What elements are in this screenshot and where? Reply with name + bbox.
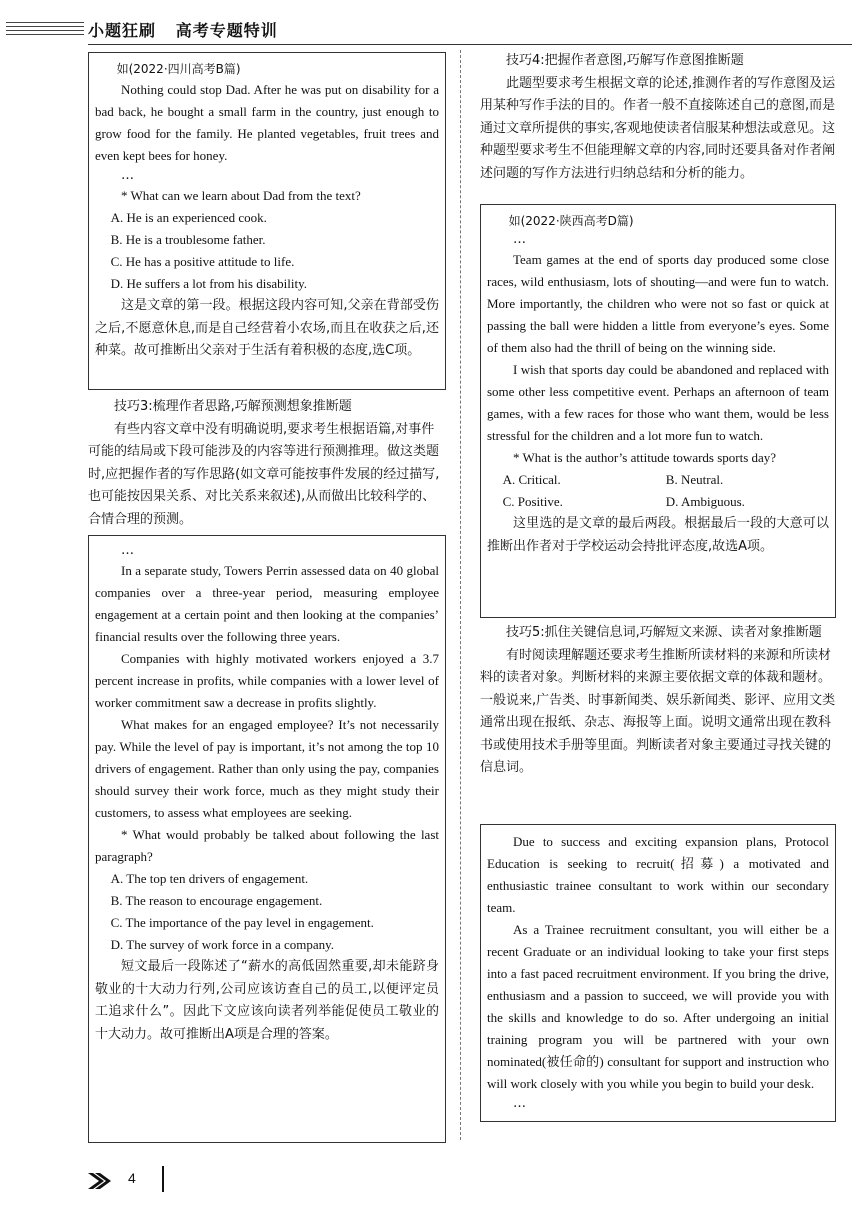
question: * What is the author’s attitude towards sports day? — [513, 450, 777, 465]
passage-paragraph-1: In a separate study, Towers Perrin assessed data on 40 global companies over a three-year period, measuring employee engagement at a certain point and then looking at the companies’ financial results over the following three years. — [95, 563, 439, 644]
options-row-1 — [487, 469, 829, 491]
option-d: D. The survey of work force in a company. — [110, 937, 335, 952]
tip-3-section — [88, 396, 446, 531]
question: * What can we learn about Dad from the text? — [121, 188, 361, 203]
option-b: B. He is a troublesome father. — [110, 232, 266, 247]
passage-paragraph-2: I wish that sports day could be abandoned and replaced with some other less competitive event. Perhaps an afternoon of team games, with a few races for those who want them, would be less stressful for the children and a lot more fun to watch. — [487, 362, 829, 443]
tip-5-section — [480, 622, 836, 780]
tip-3-title: 技巧3:梳理作者思路,巧解预测想象推断题 — [114, 399, 352, 414]
option-a: A. The top ten drivers of engagement. — [110, 871, 309, 886]
option-c: C. He has a positive attitude to life. — [110, 254, 295, 269]
passage-paragraph-1: Team games at the end of sports day produced some close races, wild enthusiasm, lots of shouting—and were fun to watch. More importantly, the children who were not so fast or quick at passing the ball were hidden a little from everyone’s eyes. Some of them also had the thrill of being on the winning side. — [487, 252, 829, 355]
passage-paragraph-2: Companies with highly motivated workers enjoyed a 3.7 percent increase in profits, while companies with a lower level of worker commitment saw a decrease in profits slightly. — [95, 651, 439, 710]
ellipsis: … — [513, 232, 526, 247]
example-box-recruitment — [480, 824, 836, 1122]
example-box-sichuan — [88, 52, 446, 390]
header-decoration-lines — [6, 22, 84, 38]
chevron-right-icon — [86, 1172, 112, 1190]
option-a: A. Critical. — [502, 472, 561, 487]
passage-paragraph: Nothing could stop Dad. After he was put on disability for a bad back, he bought a small farm in the country, just enough to grow food for the family. He planted vegetables, fruit trees and even kept bees for honey. — [95, 82, 439, 163]
options-row-2 — [487, 491, 829, 513]
option-c: C. Positive. — [502, 494, 563, 509]
example-box-engagement — [88, 535, 446, 1143]
question: * What would probably be talked about following the last paragraph? — [95, 827, 439, 864]
analysis-text: 这里选的是文章的最后两段。根据最后一段的大意可以推断出作者对于学校运动会持批评态度,故选A项。 — [487, 516, 829, 554]
page-number: 4 — [128, 1170, 136, 1186]
passage-paragraph-3: What makes for an engaged employee? It’s not necessarily pay. While the level of pay is important, it’s not among the top 10 drivers of engagement. Rather than only using the pay, companies should survey their work force, much as they might study their customers, to assess what employees are seeking. — [95, 717, 439, 820]
tip-3-body: 有些内容文章中没有明确说明,要求考生根据语篇,对事件可能的结局或下段可能涉及的内容等进行预测推理。做这类题时,应把握作者的写作思路(如文章可能按事件发展的经过描写,也可能按因果关系、对比关系来叙述),从而做出比较科学的、合情合理的预测。 — [88, 421, 440, 527]
ellipsis: … — [121, 543, 134, 558]
analysis-text: 短文最后一段陈述了“薪水的高低固然重要,却未能跻身敬业的十大动力行列,公司应该访查自己的员工,以便评定员工追求什么”。因此下文应该向读者列举能促使员工敬业的十大动力。故可推断出A项是合理的答案。 — [95, 959, 439, 1042]
example-source: 如(2022·陕西高考D篇) — [508, 214, 634, 228]
footer-separator — [162, 1166, 164, 1192]
option-b: B. Neutral. — [665, 472, 724, 487]
example-source: 如(2022·四川高考B篇) — [116, 62, 241, 76]
column-divider — [460, 50, 461, 1140]
passage-paragraph-1: Due to success and exciting expansion plans, Protocol Education is seeking to recruit(招募) a motivated and enthusiastic trainee consultant to work within our secondary team. — [487, 834, 829, 915]
option-b: B. The reason to encourage engagement. — [110, 893, 323, 908]
tip-4-section — [480, 50, 836, 185]
tip-5-title: 技巧5:抓住关键信息词,巧解短文来源、读者对象推断题 — [506, 625, 822, 640]
option-d: D. He suffers a lot from his disability. — [110, 276, 308, 291]
passage-paragraph-2: As a Trainee recruitment consultant, you will either be a recent Graduate or an individual looking to take your first steps into a fast paced recruitment environment. If you bring the drive, enthusiasm and a passion to succeed, we will provide you with the skills and knowledge to do so. After undergoing an initial training program you will be partnered with your own nominated(被任命的) consultant for support and instruction who will work closely with you while you begin to build your desk. — [487, 922, 829, 1091]
option-d: D. Ambiguous. — [665, 494, 745, 509]
example-box-shaanxi — [480, 204, 836, 618]
tip-4-body: 此题型要求考生根据文章的论述,推测作者的写作意图及运用某种写作手法的目的。作者一般不直接陈述自己的意图,而是通过文章所提供的事实,客观地使读者信服某种想法或意见。这种题型要求考生不但能理解文章的内容,同时还要具备对作者阐述问题的写作方法进行归纳总结和分析的能力。 — [480, 75, 836, 181]
ellipsis: … — [513, 1096, 526, 1111]
analysis-text: 这是文章的第一段。根据这段内容可知,父亲在背部受伤之后,不愿意休息,而是自己经营着小农场,而且在收获之后,还种菜。故可推断出父亲对于生活有着积极的态度,选C项。 — [95, 298, 439, 358]
header-title: 小题狂刷 高考专题特训 — [88, 21, 278, 40]
option-c: C. The importance of the pay level in engagement. — [110, 915, 374, 930]
ellipsis: … — [121, 168, 134, 183]
tip-4-title: 技巧4:把握作者意图,巧解写作意图推断题 — [506, 53, 744, 68]
header-rule — [88, 44, 852, 45]
option-a: A. He is an experienced cook. — [110, 210, 267, 225]
tip-5-body: 有时阅读理解题还要求考生推断所读材料的来源和所读材料的读者对象。判断材料的来源主要依据文章的体裁和题材。一般说来,广告类、时事新闻类、娱乐新闻类、影评、应用文类通常出现在报纸、杂志、海报等上面。说明文通常出现在教科书或使用技术手册等里面。判断读者对象主要通过寻找关键的信息词。 — [480, 647, 836, 775]
